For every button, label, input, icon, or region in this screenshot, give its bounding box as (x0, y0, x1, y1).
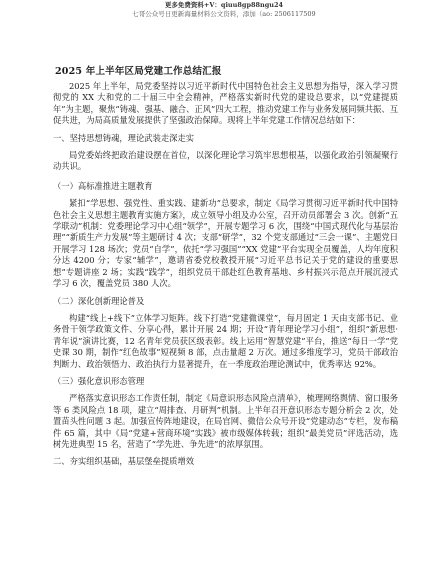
subsection-2-heading: （二）深化创新理论普及 (53, 295, 145, 306)
section-1-heading: 一、坚持思想铸魂，理论武装走深走实 (53, 132, 195, 143)
header-line-1: 更多免费资料+V：qiuu8gp88ngu24 (164, 1, 284, 9)
document-body (53, 81, 398, 468)
subsection-3-paragraph: 严格落实意识形态工作责任制，制定《局意识形态风险点清单》，梳理网络舆情、窗口服务等 6 类风险点 18 项，建立“周排查、月研判”机制。上半年召开意识形态专题分析会 2 次，处置苗头性问题 3 起。加强宣传阵地建设，在局官网、微信公众号开设“党建动态”专栏，发布稿件 65 篇，其中《局“党建+营商环境”实践》被市级媒体转载；组织“最美党员”评选活动，选树先进典型 15 名，营造了“学先进、争先进”的浓厚氛围。 (53, 393, 398, 449)
subsection-2-paragraph: 构建“线上+线下”立体学习矩阵。线下打造“党建微课堂”，每月固定 1 天由支部书记、业务骨干领学政策文件、分享心得，累计开展 24 期；开设“青年理论学习小组”，组织“新思想·青年说”演讲比赛，12 名青年党员获区级表彰。线上运用“智慧党建”平台，推送“每日一学”党史课 30 期，制作“红色故事”短视频 8 部，点击量超 2 万次。通过多维度学习，党员干部政治判断力、政治领悟力、政治执行力显著提升，在一季度政治理论测试中，优秀率达 92%。 (53, 312, 398, 369)
section-2-heading: 二、夯实组织基础，基层堡垒提质增效 (53, 456, 195, 467)
intro-paragraph: 2025 年上半年，局党委坚持以习近平新时代中国特色社会主义思想为指导，深入学习贯彻党的 XX 大和党的二十届三中全会精神，严格落实新时代党的建设总要求，以“党建提质年”为主题，聚焦“铸魂、强基、融合、正风”四大工程，推动党建工作与业务发展同频共振、互促共进，为局高质量发展提供了坚强政治保障。现将上半年党建工作情况总结如下： (53, 81, 398, 126)
page-header (0, 0, 448, 18)
document-title: 2025 年上半年区局党建工作总结汇报 (55, 66, 222, 77)
section-1-intro: 局党委始终把政治建设摆在首位，以深化理论学习筑牢思想根基，以强化政治引领凝聚行动共识。 (53, 150, 398, 172)
header-line-2: 七哥公众号日更新海量材料公文资料，添加（ao: 2506117509 (132, 9, 316, 18)
subsection-3-heading: （三）强化意识形态管理 (53, 375, 145, 386)
subsection-1-heading: （一）高标准推进主题教育 (53, 180, 153, 191)
subsection-1-paragraph: 紧扣“学思想、强党性、重实践、建新功”总要求，制定《局学习贯彻习近平新时代中国特色社会主义思想主题教育实施方案》，成立领导小组及办公室，召开动员部署会 3 次。创新“五学联动”机制：党委理论学习中心组“领学”，开展专题学习 6 次，围绕“中国式现代化与基层治理”“新质生产力发展”等主题研讨 4 次；支部“研学”，32 个党支部通过“三会一课”、主题党日开展学习 128 场次；党员“自学”，依托“学习强国”“XX 党建”平台实现全员覆盖，人均年度积分达 4200 分；专家“辅学”，邀请省委党校教授开展“习近平总书记关于党的建设的重要思想”专题讲座 2 场；实践“践学”，组织党员干部赴红色教育基地、乡村振兴示范点开展沉浸式学习 6 次，覆盖党员 380 人次。 (53, 198, 398, 289)
